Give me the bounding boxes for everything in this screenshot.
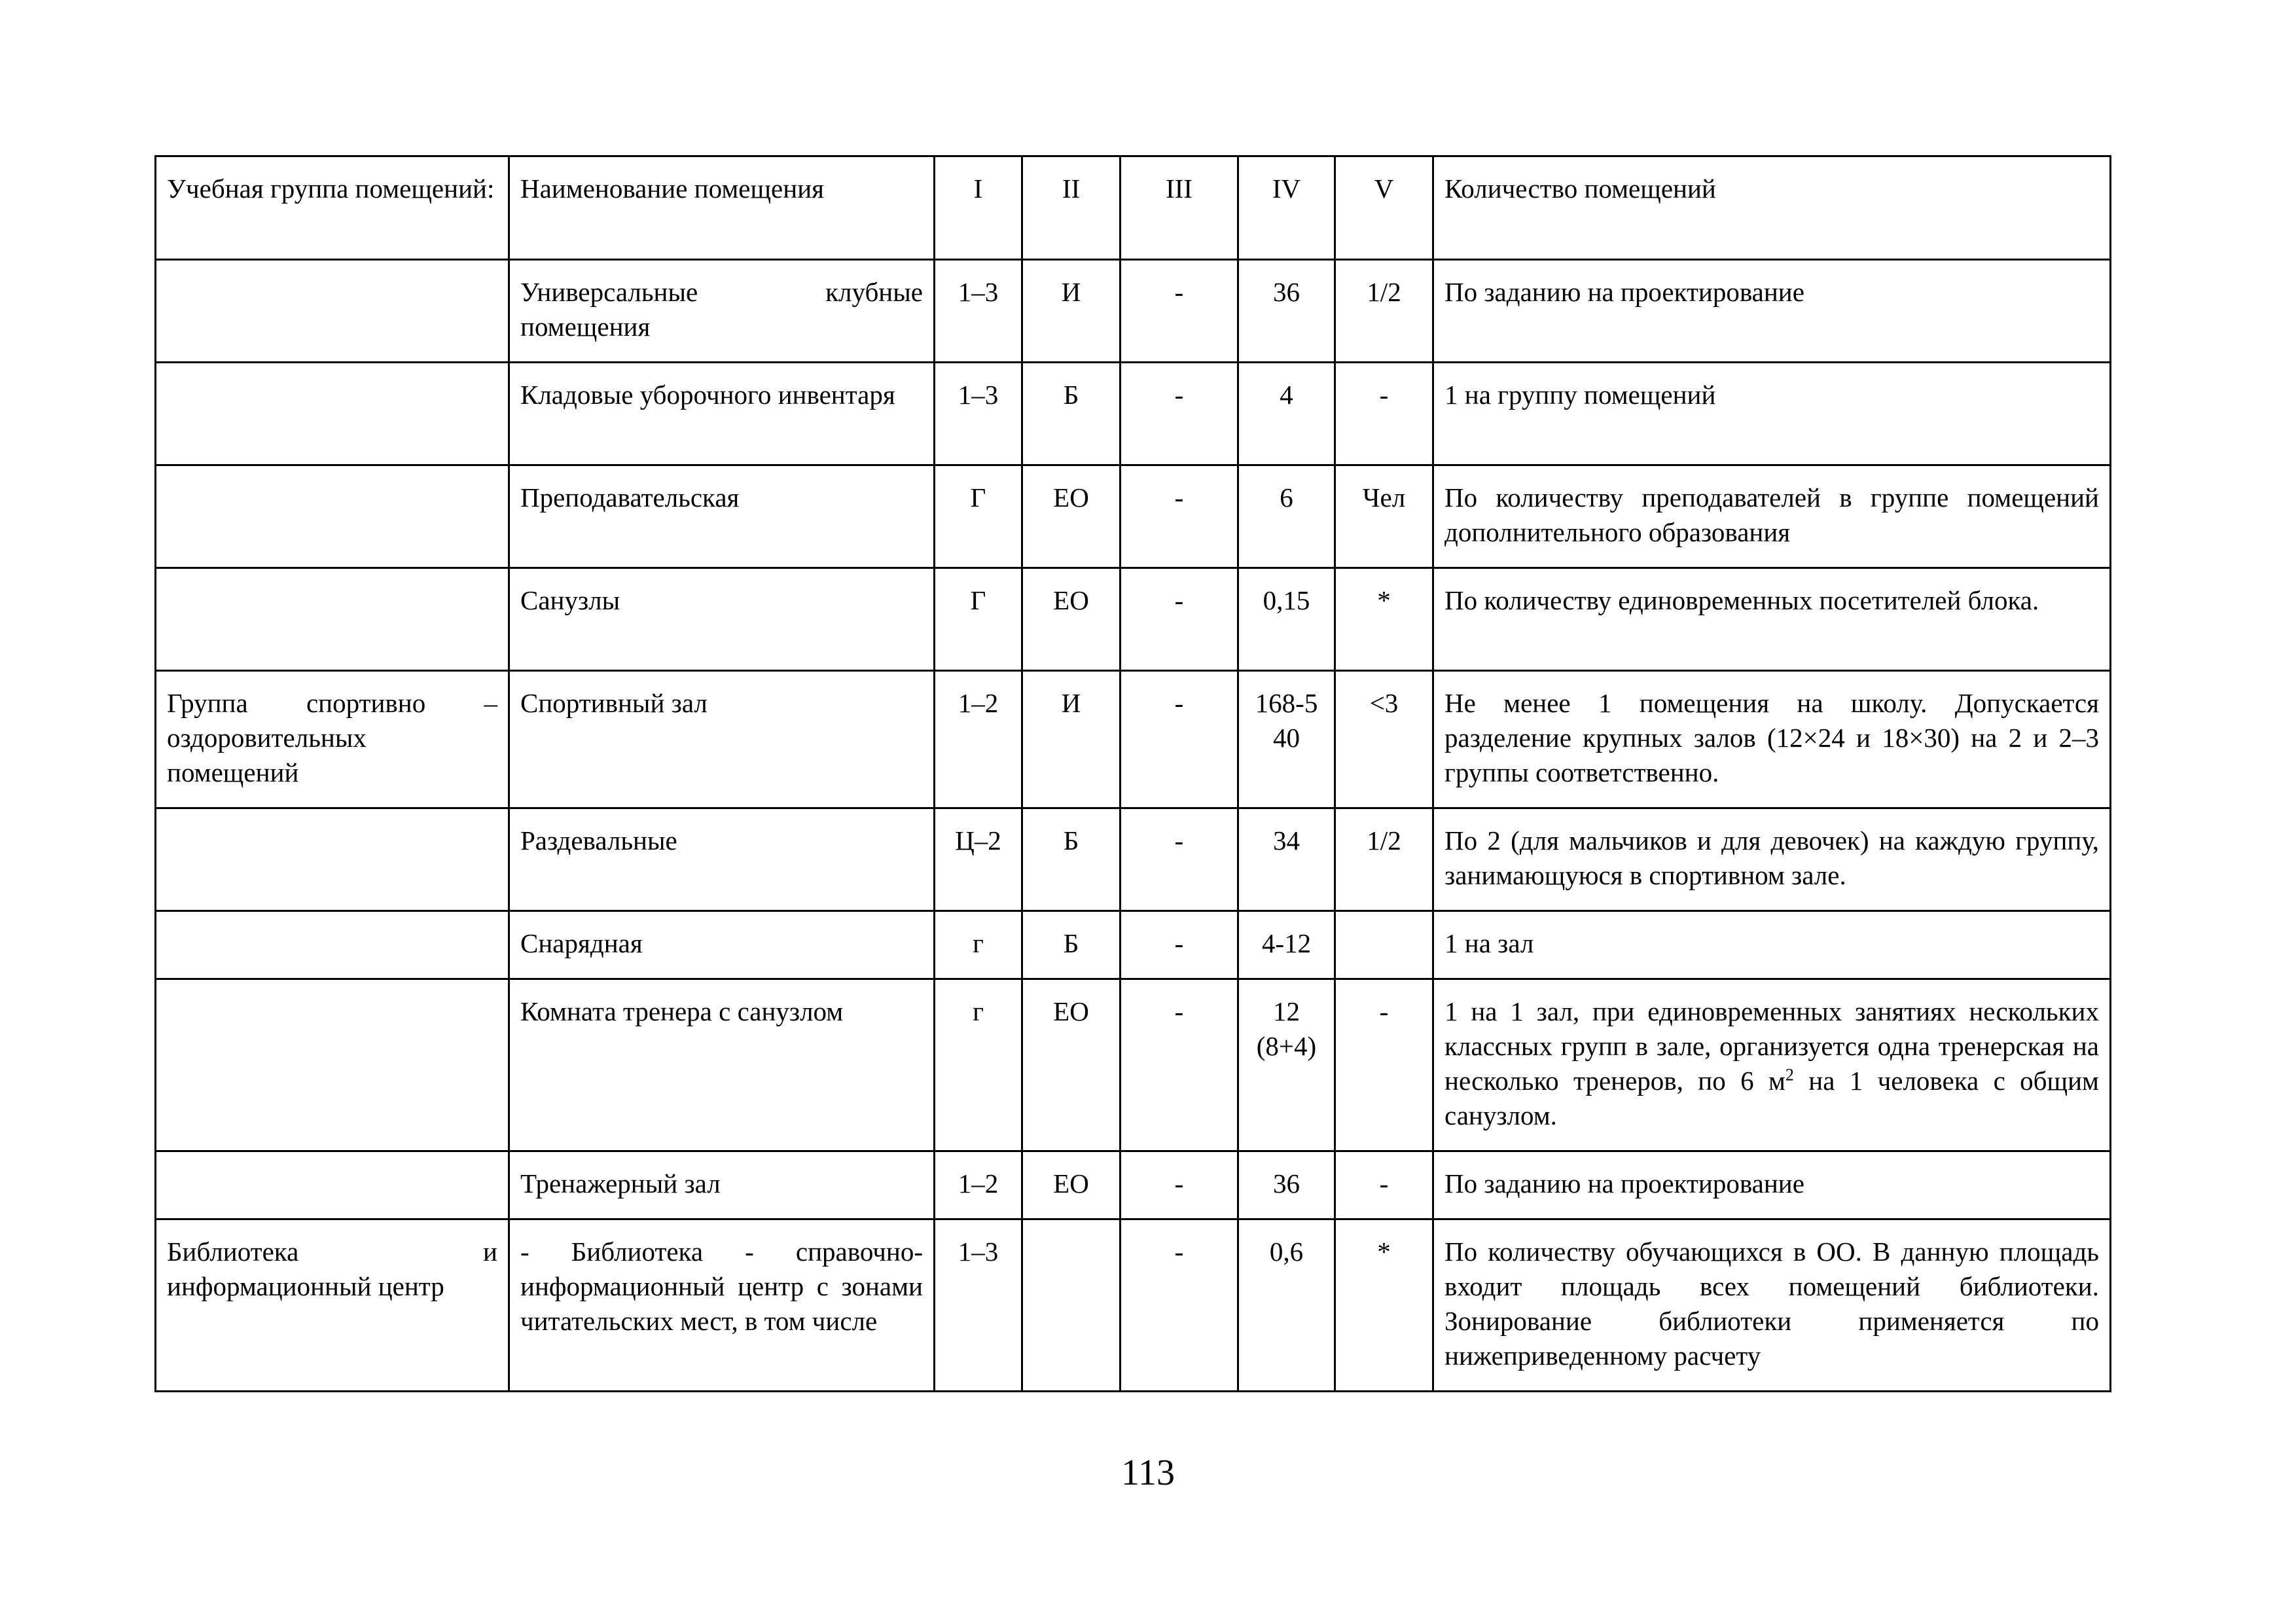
cell-col-1: Г (935, 568, 1022, 671)
cell-group: Библиотека и информационный центр (156, 1219, 509, 1392)
cell-col-2: Б (1022, 911, 1121, 979)
cell-name: Спортивный зал (509, 671, 935, 808)
cell-count-text-end: на 1 человека с общим санузлом. (1444, 1066, 2099, 1130)
table-row (156, 911, 2111, 979)
cell-col-1: Ц–2 (935, 808, 1022, 911)
cell-group (156, 808, 509, 911)
cell-col-5 (1335, 911, 1433, 979)
header-col-2: II (1022, 156, 1121, 260)
cell-name: Преподавательская (509, 465, 935, 568)
table-row (156, 808, 2111, 911)
cell-col-2: ЕО (1022, 465, 1121, 568)
cell-count: По 2 (для мальчиков и для девочек) на каждую группу, занимающуюся в спортивном зале. (1433, 808, 2111, 911)
cell-name: Санузлы (509, 568, 935, 671)
cell-col-1: 1–2 (935, 671, 1022, 808)
header-group: Учебная группа помещений: (156, 156, 509, 260)
cell-col-1: 1–3 (935, 363, 1022, 465)
cell-col-4: 4 (1238, 363, 1335, 465)
cell-count: По количеству обучающихся в ОО. В данную площадь входит площадь всех помещений библиотеки. Зонирование библиотеки применяется по нижеприведенному расчету (1433, 1219, 2111, 1392)
cell-col-2: ЕО (1022, 979, 1121, 1151)
cell-name: Комната тренера с санузлом (509, 979, 935, 1151)
cell-col-5: <3 (1335, 671, 1433, 808)
cell-col-3: - (1121, 1219, 1238, 1392)
cell-group (156, 465, 509, 568)
cell-col-2: И (1022, 671, 1121, 808)
cell-col-4: 168-540 (1238, 671, 1335, 808)
cell-col-5: Чел (1335, 465, 1433, 568)
table-row (156, 671, 2111, 808)
cell-count (1433, 979, 2111, 1151)
table-row (156, 979, 2111, 1151)
cell-col-3: - (1121, 465, 1238, 568)
cell-col-5: - (1335, 979, 1433, 1151)
header-col-3: III (1121, 156, 1238, 260)
cell-col-4: 6 (1238, 465, 1335, 568)
cell-col-5: 1/2 (1335, 808, 1433, 911)
cell-col-1: 1–3 (935, 1219, 1022, 1392)
cell-count-text: 1 на 1 зал, при единовременных занятиях нескольких классных групп в зале, организуется одна тренерская на несколько тренеров, по 6 м (1444, 996, 2099, 1096)
cell-name: Кладовые уборочного инвентаря (509, 363, 935, 465)
cell-col-1: 1–3 (935, 260, 1022, 363)
cell-count: 1 на зал (1433, 911, 2111, 979)
rooms-table (154, 155, 2111, 1392)
cell-count: По заданию на проектирование (1433, 1151, 2111, 1219)
cell-col-2: И (1022, 260, 1121, 363)
page-number: 113 (1121, 1453, 1175, 1493)
cell-col-2 (1022, 1219, 1121, 1392)
cell-col-1: 1–2 (935, 1151, 1022, 1219)
cell-col-3: - (1121, 363, 1238, 465)
cell-group (156, 568, 509, 671)
superscript: 2 (1785, 1065, 1794, 1085)
cell-col-5: * (1335, 568, 1433, 671)
header-col-5: V (1335, 156, 1433, 260)
cell-col-2: ЕО (1022, 1151, 1121, 1219)
table-row (156, 363, 2111, 465)
table-row (156, 1151, 2111, 1219)
header-col-1: I (935, 156, 1022, 260)
cell-group (156, 911, 509, 979)
header-col-4: IV (1238, 156, 1335, 260)
cell-col-4: 12 (8+4) (1238, 979, 1335, 1151)
cell-count: По заданию на проектирование (1433, 260, 2111, 363)
cell-col-2: Б (1022, 363, 1121, 465)
cell-group (156, 979, 509, 1151)
table-row (156, 465, 2111, 568)
cell-group (156, 260, 509, 363)
cell-col-5: 1/2 (1335, 260, 1433, 363)
cell-col-2: Б (1022, 808, 1121, 911)
header-name: Наименование помещения (509, 156, 935, 260)
cell-col-1: г (935, 911, 1022, 979)
cell-count: По количеству единовременных посетителей блока. (1433, 568, 2111, 671)
cell-col-3: - (1121, 808, 1238, 911)
table-row (156, 568, 2111, 671)
cell-col-4: 34 (1238, 808, 1335, 911)
cell-col-3: - (1121, 671, 1238, 808)
cell-group (156, 1151, 509, 1219)
cell-group (156, 363, 509, 465)
cell-name: Раздевальные (509, 808, 935, 911)
cell-col-3: - (1121, 1151, 1238, 1219)
header-count: Количество помещений (1433, 156, 2111, 260)
table-header-row (156, 156, 2111, 260)
cell-col-4: 4-12 (1238, 911, 1335, 979)
cell-name: Универсальные клубные помещения (509, 260, 935, 363)
cell-name: Тренажерный зал (509, 1151, 935, 1219)
cell-name: Снарядная (509, 911, 935, 979)
cell-count: Не менее 1 помещения на школу. Допускается разделение крупных залов (12×24 и 18×30) на 2 и 2–3 группы соответственно. (1433, 671, 2111, 808)
cell-col-1: г (935, 979, 1022, 1151)
cell-col-3: - (1121, 568, 1238, 671)
cell-count: 1 на группу помещений (1433, 363, 2111, 465)
cell-col-4: 36 (1238, 1151, 1335, 1219)
cell-col-3: - (1121, 979, 1238, 1151)
cell-col-4: 0,6 (1238, 1219, 1335, 1392)
cell-group: Группа спортивно – оздоровительных помещений (156, 671, 509, 808)
cell-col-5: * (1335, 1219, 1433, 1392)
cell-col-5: - (1335, 363, 1433, 465)
cell-count: По количеству преподавателей в группе помещений дополнительного образования (1433, 465, 2111, 568)
cell-col-4: 0,15 (1238, 568, 1335, 671)
cell-col-1: Г (935, 465, 1022, 568)
cell-col-3: - (1121, 260, 1238, 363)
table-row (156, 260, 2111, 363)
cell-name: - Библиотека - справочно-информационный центр с зонами читательских мест, в том числе (509, 1219, 935, 1392)
cell-col-2: ЕО (1022, 568, 1121, 671)
cell-col-3: - (1121, 911, 1238, 979)
table-row (156, 1219, 2111, 1392)
cell-col-5: - (1335, 1151, 1433, 1219)
cell-col-4: 36 (1238, 260, 1335, 363)
